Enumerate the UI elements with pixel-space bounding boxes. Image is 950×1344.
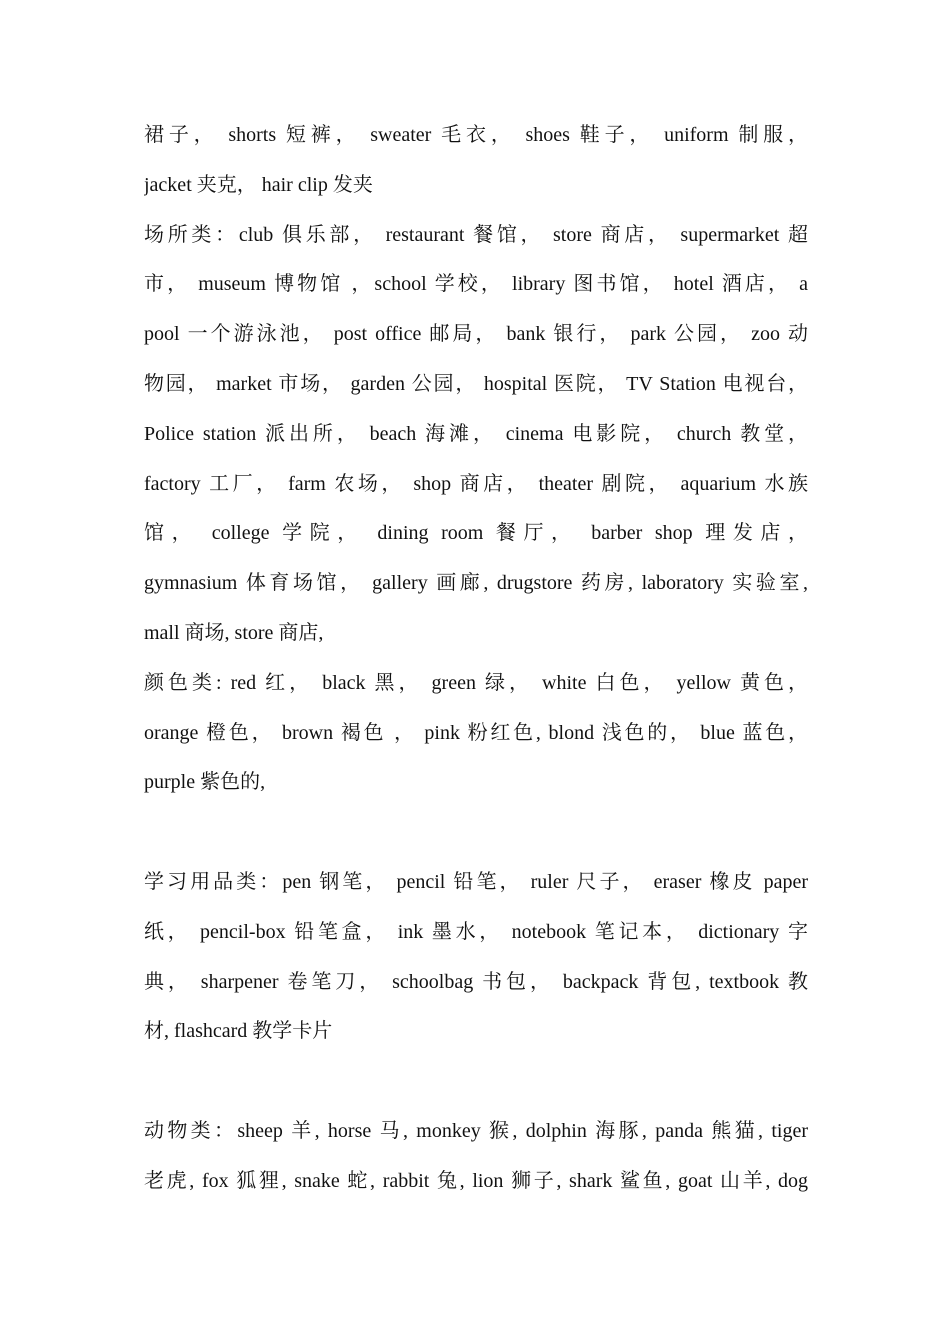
text-line: 动物类：sheep 羊, horse 马, monkey 猴, dolphin 海豚, panda 熊猫, tiger [144,1119,808,1142]
text-line: Police station 派出所， beach 海滩， cinema 电影院， church 教堂， [144,422,808,445]
text-line: purple 紫色的, [144,771,266,794]
text-line: 场所类：club 俱乐部， restaurant 餐馆， store 商店， supermarket 超 [144,223,808,246]
text-line: 馆， college 学院， dining room 餐厅， barber shop 理发店， [144,522,808,545]
text-line: 老虎, fox 狐狸, snake 蛇, rabbit 兔, lion 狮子, shark 鲨鱼, goat 山羊, dog [144,1169,808,1192]
text-line: orange 橙色， brown 褐色 ， pink 粉红色, blond 浅色的， blue 蓝色， [144,721,808,744]
text-line: mall 商场, store 商店, [144,621,324,644]
text-line: factory 工厂， farm 农场， shop 商店， theater 剧院， aquarium 水族 [144,472,808,495]
text-line: gymnasium 体育场馆， gallery 画廊, drugstore 药房, laboratory 实验室, [144,572,808,595]
blank-line [144,1057,808,1107]
text-line: 材, flashcard 教学卡片 [144,1020,333,1043]
blank-line [144,808,808,858]
text-line: 纸， pencil-box 铅笔盒， ink 墨水， notebook 笔记本， dictionary 字 [144,920,808,943]
document-page [144,111,808,1207]
text-line: 典， sharpener 卷笔刀， schoolbag 书包， backpack 背包, textbook 教 [144,970,808,993]
text-line: jacket 夹克， hair clip 发夹 [144,173,373,196]
text-line: 裙子， shorts 短裤， sweater 毛衣， shoes 鞋子， uniform 制服， [144,124,808,146]
text-line: 学习用品类：pen 钢笔， pencil 铅笔， ruler 尺子， eraser 橡皮 paper [144,870,808,893]
text-line: 颜色类: red 红， black 黑， green 绿， white 白色， yellow 黄色， [144,671,808,694]
text-line: 物园， market 市场， garden 公园， hospital 医院， TV Station 电视台， [144,372,808,395]
text-line: pool 一个游泳池， post office 邮局， bank 银行， park 公园， zoo 动 [144,323,808,346]
text-line: 市， museum 博物馆 ，school 学校， library 图书馆， hotel 酒店， a [144,273,808,296]
